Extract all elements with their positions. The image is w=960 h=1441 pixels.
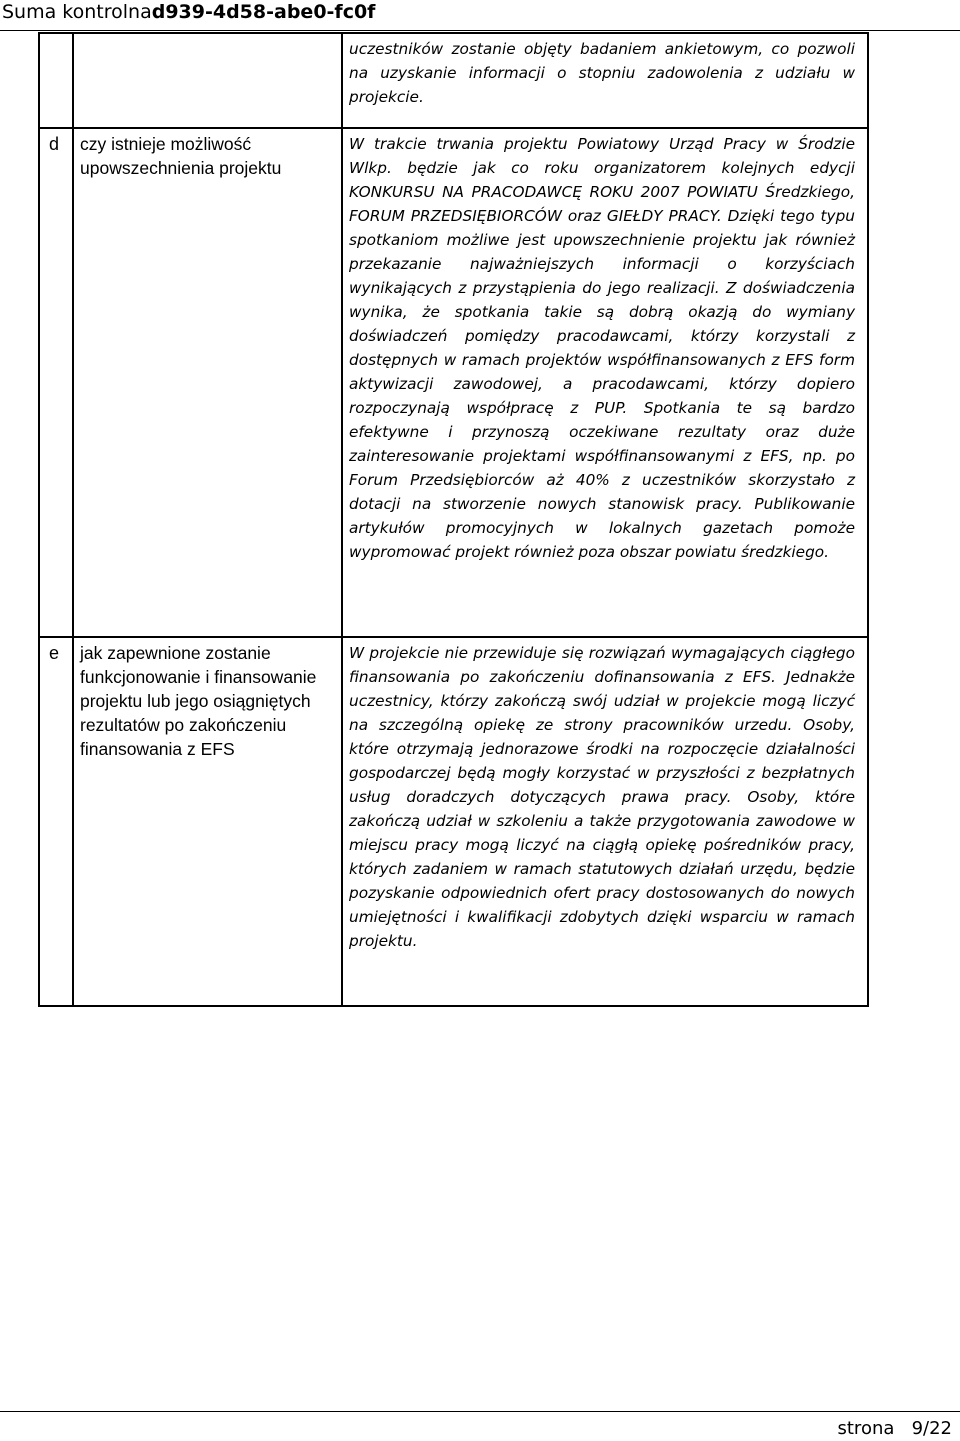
row-answer — [342, 128, 868, 637]
answer-paragraph: W projekcie nie przewiduje się rozwiązań wymagających ciągłego finansowania po zakończeniu dofinansowania z EFS. Jednakże uczestnicy, którzy zakończą swój udział w projekcie mogą liczyć na szczególną opiekę ze strony pracowników urzedu. Osoby, które otrzymają jednorazowe środki na rozpoczęcie działalności gospodarczej będą mogły korzystać w przyszłości z bezpłatnych usług doradczych dotyczących prawa pracy. Osoby, które zakończą udział w szkoleniu a także przygotowania zawodowe w miejscu pracy mogą liczyć na ciągłą opiekę pośredników pracy, których zadaniem w ramach statutowych działań urzędu, będzie pozyskanie odpowiednich ofert pracy dostosowanych do nowych umiejętności i kwalifikacji zdobytych dzięki wsparciu w ramach projektu. — [349, 644, 855, 950]
page-indicator — [838, 1417, 953, 1441]
page-header — [0, 0, 960, 31]
row-answer — [342, 637, 868, 1006]
page-number: 9/22 — [911, 1418, 952, 1439]
table-row-continuation — [39, 33, 868, 128]
row-answer — [342, 33, 868, 128]
row-letter — [39, 33, 73, 128]
table-row-e — [39, 637, 868, 1006]
row-question — [73, 33, 342, 128]
page-word: strona — [837, 1418, 895, 1439]
row-question: jak zapewnione zostanie funkcjonowanie i finansowanie projektu lub jego osiągniętych rezultatów po zakończeniu finansowania z EFS — [73, 637, 342, 1006]
answer-paragraph: uczestników zostanie objęty badaniem ankietowym, co pozwoli na uzyskanie informacji o stopniu zadowolenia z udziału w projekcie. — [349, 40, 855, 106]
page-footer — [0, 1411, 960, 1441]
table-row-d — [39, 128, 868, 637]
row-letter: d — [39, 128, 73, 637]
row-question: czy istnieje możliwość upowszechnienia projektu — [73, 128, 342, 637]
document-id: d939-4d58-abe0-fc0f — [151, 1, 376, 23]
answer-paragraph: W trakcie trwania projektu Powiatowy Urząd Pracy w Środzie Wlkp. będzie jak co roku organizatorem kolejnych edycji KONKURSU NA PRACODAWCĘ ROKU 2007 POWIATU Średzkiego, FORUM PRZEDSIĘBIORCÓW oraz GIEŁDY PRACY. Dzięki tego typu spotkaniom możliwe jest upowszechnienie projektu jak również przekazanie najważniejszych informacji o korzyściach wynikających z przystąpienia do jego realizacji. Z doświadczenia wynika, że spotkania takie są dobrą okazją do wymiany doświadczeń pomiędzy pracodawcami, którzy korzystali z dostępnych w ramach projektów współfinansowanych z EFS form aktywizacji zawodowej, a pracodawcami, którzy dopiero rozpoczynają współpracę z PUP. Spotkania te są bardzo efektywne i przynoszą oczekiwane rezultaty oraz duże zainteresowanie projektami współfinansowanymi z EFS, np. po Forum Przedsiębiorców aż 40% z uczestników skorzystało z dotacji na stworzenie nowych stanowisk pracy. Publikowanie artykułów promocyjnych w lokalnych gazetach pomoże wypromować projekt również poza obszar powiatu średzkiego. — [349, 135, 855, 561]
checksum-label: Suma kontrolna — [2, 1, 152, 23]
project-table — [38, 32, 869, 1007]
row-letter: e — [39, 637, 73, 1006]
